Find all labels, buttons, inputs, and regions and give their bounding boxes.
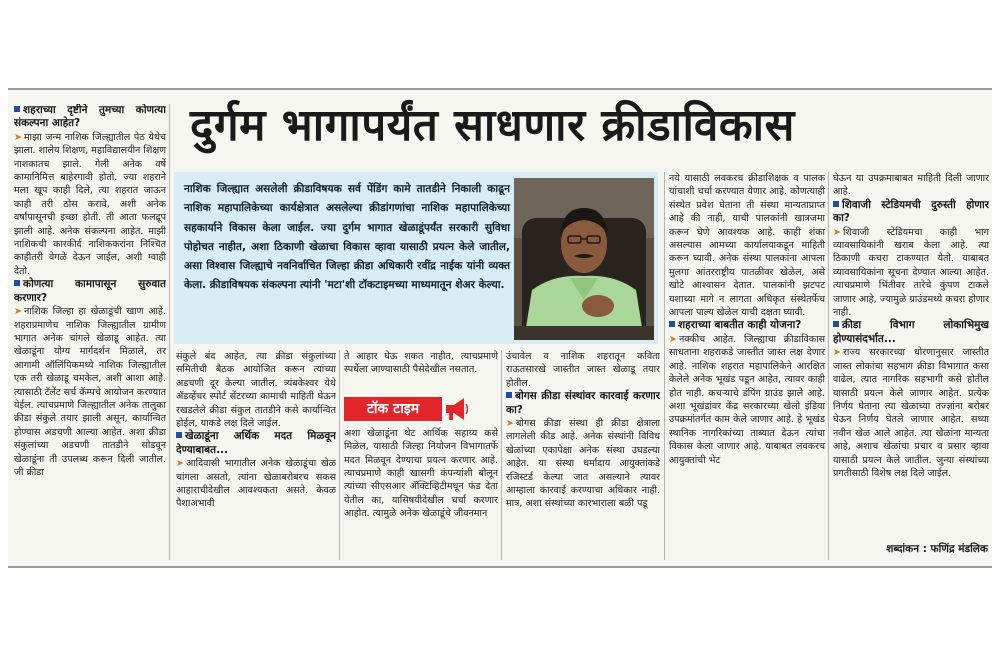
intro-text: नाशिक जिल्ह्यात असलेली क्रीडाविषयक सर्व पेंडिंग कामे तातडीने निकाली काढून नाशिक महापालिकेच्या कार्यक्षेत्रात असलेल्या क्रीडांगणांचा नाशिक महापालिकेच्या सहकार्याने विकास केला जाईल. ज्या दुर्गम भागात खेळाडूंपर्यंत सरकारी सुविधा पोहोचत नाहीत, अशा ठिकाणी खेळाचा विकास व्हावा यासाठी प्रयत्न केले जातील, असा विश्वास जिल्ह्याचे नवनिर्वाचित जिल्हा क्रीडा अधिकारी रवींद्र नाईक यांनी व्यक्त केला. क्रीडाविषयक संकल्पना त्यांनी 'मटा'शी टॉकटाइमच्या माध्यमातून शेअर केल्या. xyxy=(184,183,510,292)
question-heading: बोगस क्रीडा संस्थांवर कारवाई करणार का? xyxy=(506,390,660,416)
arrow-icon: ➤ xyxy=(176,458,184,470)
talk-time-badge xyxy=(344,394,468,424)
answer-paragraph: ➤ नाशिक जिल्हा हा खेळाडूंची खाण आहे. शहराप्रमाणेच नाशिक जिल्ह्यातील ग्रामीण भागात अनेक चांगले खेळाडू आहेत. त्या खेळाडूंना योग्य मार्गदर्शन मिळाले, तर आगामी ऑलिंपिकमध्ये नाशिक जिल्ह्यातील एक तरी खेळाडू चमकेल, अशी आशा आहे. त्यासाठी टॅलेंट सर्च कॅम्पचे आयोजन करण्यात येईल. त्याचप्रमाणे जिल्ह्यातील अनेक तालुका क्रीडा संकुले तयार झाली असून, कार्यान्वित होण्यास अडचणी आल्या आहेत. अशा क्रीडा संकुलांच्या अडचणी तातडीने सोडवून खेळाडूंना ती उपलब्ध करून दिली जातील. जी क्रीडा xyxy=(14,306,166,478)
answer-paragraph: ➤ माझा जन्म नाशिक जिल्ह्यातील पेठ येथेच झाला. शालेय शिक्षण, महाविद्यालयीन शिक्षण नाशकातच झाले. गेली अनेक वर्षे कामानिमित्त बाहेरगावी होतो. ज्या शहराने मला खूप काही दिले, त्या शहरात जाऊन काही तरी ठोस करावे, अशी अनेक वर्षांपासूनची इच्छा होती. ती आता फलद्रूप झाली आहे. अनेक संकल्पना आहेत. माझी नाशिकची कारकीर्द नाशिककरांना निश्चित काहीतरी वेगळे देऊन जाईल, अशी ग्वाही देतो. xyxy=(14,131,166,277)
arrow-icon: ➤ xyxy=(14,306,22,318)
answer-paragraph: ➤ आदिवासी भागातील अनेक खेळाडूंचा खेळ चांगला असतो, त्यांना खेळाबरोबरच सकस आहाराचीदेखील आवश्यकता असते. केवळ पैशाअभावी xyxy=(176,458,336,510)
square-bullet-icon xyxy=(833,321,839,327)
column-divider xyxy=(339,350,340,560)
square-bullet-icon xyxy=(176,432,182,438)
column-divider xyxy=(169,104,170,560)
top-rule xyxy=(8,88,992,90)
question-heading: शहराच्या दृष्टीने तुमच्या कोणत्या संकल्पना आहेत? xyxy=(14,104,166,130)
answer-paragraph: ➤ शिवाजी स्टेडियमचा काही भाग व्यावसायिकांनी खराब केला आहे. त्या ठिकाणी कचरा टाकण्यात येतो. याबाबत व्यावसायिकांना सूचना देण्यात आल्या आहेत. त्याचप्रमाणे भिंतीवर तारेचे कुंपण टाकले जाणार आहे, ज्यामुळे ग्राउंडमध्ये कचरा होणार नाही. xyxy=(833,226,989,319)
arrow-icon: ➤ xyxy=(833,226,841,238)
intro-box xyxy=(174,172,658,344)
arrow-icon: ➤ xyxy=(506,418,514,430)
column-1 xyxy=(14,104,166,560)
column-6 xyxy=(833,172,989,540)
question-heading: शहराच्या बाबतीत काही योजना? xyxy=(669,319,825,332)
byline: शब्दांकन : फणिंद्र मंडलिक xyxy=(886,543,988,555)
square-bullet-icon xyxy=(506,392,512,398)
square-bullet-icon xyxy=(669,321,675,327)
answer-paragraph: नये यासाठी लवकरच क्रीडाशिक्षक व पालक यांचाशी चर्चा करण्यात येणार आहे. कोणत्याही संस्थेत प्रवेश घेताना ती संस्था मान्यताप्राप्त आहे की नाही, याची पालकांनी खात्रजमा करून घेणे आवश्यक आहे. काही शंका असल्यास आमच्या कार्यालयाकडून माहिती करून घ्यावी. अनेक संस्था पालकांना आपला मुलगा आंतरराष्ट्रीय पातळीवर खेळेल, असे खोटे आश्वासन देतात. पालकांनी झटपट यशाच्या मागे न लागता अधिकृत संस्थेतर्फेच आपला पाल्य खेळेल याची दक्षता घ्यावी. xyxy=(669,173,825,319)
column-5 xyxy=(669,172,825,560)
answer-paragraph: ➤ राज्य सरकारच्या धोरणानुसार जास्तीत जास्त लोकांचा सहभाग क्रीडा विभागात कसा वाढेल, त्यात नागरिक सहभागी कसे होतील यासाठी प्रयत्न केले जाणार आहेत. प्रत्येक निर्णय घेताना त्या खेळाच्या तज्ज्ञांना बरोबर घेऊन निर्णय घेतले जाणार आहेत. सध्या नवीन खेळ आले आहेत. त्या खेळांना मान्यता आहे, अशाच खेळांचा प्रचार व प्रसार व्हावा यासाठी प्रयत्न केले जातील. जुन्या संस्थांच्या प्रगतीसाठी विशेष लक्ष दिले जाईल. xyxy=(833,347,989,479)
question-heading: शिवाजी स्टेडियमची दुरुस्ती होणार का? xyxy=(833,198,989,225)
talk-time-label: टॉक टाइम xyxy=(344,397,442,421)
column-4 xyxy=(506,350,660,560)
column-divider xyxy=(501,350,502,560)
portrait-illustration xyxy=(514,178,654,340)
question-heading: क्रीडा विभाग लोकाभिमुख होण्यासंदर्भात... xyxy=(833,319,989,345)
answer-paragraph: अशा खेळाडूंना थेट आर्थिक सहाय्य कसे मिळेल, यासाठी जिल्हा नियोजन विभागातर्फे मदत मिळवून देण्याचा प्रयत्न करणार आहे. त्याचप्रमाणे काही खासगी कंपन्यांशी बोलून त्यांच्या सीएसआर ॲक्टिव्हिटीमधून फंड देता येतील का, यासिषयीदेखील चर्चा करणार आहोत. त्यामुळे अनेक खेळाडूंचे जीवनमान xyxy=(344,427,498,520)
headline: दुर्गम भागापर्यंत साधणार क्रीडाविकास xyxy=(190,100,795,151)
answer-paragraph: ➤ बोगस क्रीडा संस्था ही क्रीडा क्षेत्राला लागलेली कीड आहे. अनेक संस्थांनी विविध खेळांच्या एकापेक्षा अनेक संस्था उघडल्या आहेत. या संस्था धर्मादाय आयुक्तांकडे रजिस्टर्ड केल्या जात असल्याने त्यावर आम्हाला कारवाई करण्याचा अधिकार नाही. मात्र, अशा संस्थांच्या कारभाराला बळी पडू xyxy=(506,418,660,510)
officer-photo xyxy=(514,178,654,340)
answer-paragraph: घेऊन या उपक्रमाबाबत माहिती दिली जाणार आहे. xyxy=(833,173,989,198)
arrow-icon: ➤ xyxy=(669,333,677,345)
column-3 xyxy=(344,350,498,560)
question-heading: कोणत्या कामापासून सुरुवात करणार? xyxy=(14,278,166,304)
square-bullet-icon xyxy=(833,201,839,207)
answer-paragraph: उंचावेल व नाशिक शहरातून कविता राऊतसारखे जास्तीत जास्त खेळाडू तयार होतील. xyxy=(506,351,660,389)
answer-paragraph: ते आहार घेऊ शकत नाहीत, त्याचप्रमाणे स्पर्धेला जाण्यासाठी पैसेदेखील नसतात. xyxy=(344,351,498,376)
megaphone-icon xyxy=(444,396,468,422)
column-2 xyxy=(176,350,336,560)
square-bullet-icon xyxy=(14,280,20,286)
answer-paragraph: ➤ नक्कीच आहेत. जिल्ह्याचा क्रीडाविकास साधताना शहराकडे जास्तीत जास्त लक्ष देणार आहे. नाशिक शहरात महापालिकेने आरक्षित केलेले अनेक भूखंड पडून आहेत, त्यावर काही होत नाही. कचऱ्याचे डंपिंग ग्राउंड झाले आहे. अशा भूखंडांवर केंद्र सरकारच्या खेलो इंडिया उपक्रमांतर्गत काम केले जाणार आहे. हे भूखंड स्थानिक नागरिकांच्या ताब्यात देऊन त्यांचा विकास केला जाणार आहे. याबाबत लवकरच आयुक्तांची भेट xyxy=(669,333,825,466)
column-divider xyxy=(664,172,665,560)
arrow-icon: ➤ xyxy=(833,347,841,359)
answer-paragraph: संकुले बंद आहेत, त्या क्रीडा संकुलांच्या समितीची बैठक आयोजित करून त्यांच्या अडचणी दूर केल्या जातील. त्र्यंबकेश्वर येथे ॲडव्हेंचर स्पोर्ट सेंटरच्या कामाची माहिती घेऊन रखडलेले क्रीडा संकुल तातडीने कसे कार्यान्वित होईल, याकडे लक्ष दिले जाईल. xyxy=(176,351,336,430)
square-bullet-icon xyxy=(14,106,20,112)
bottom-rule xyxy=(8,566,992,568)
column-divider xyxy=(828,172,829,560)
question-heading: खेळाडूंना अर्थिक मदत मिळवून देण्याबाबत... xyxy=(176,430,336,456)
arrow-icon: ➤ xyxy=(14,131,22,143)
